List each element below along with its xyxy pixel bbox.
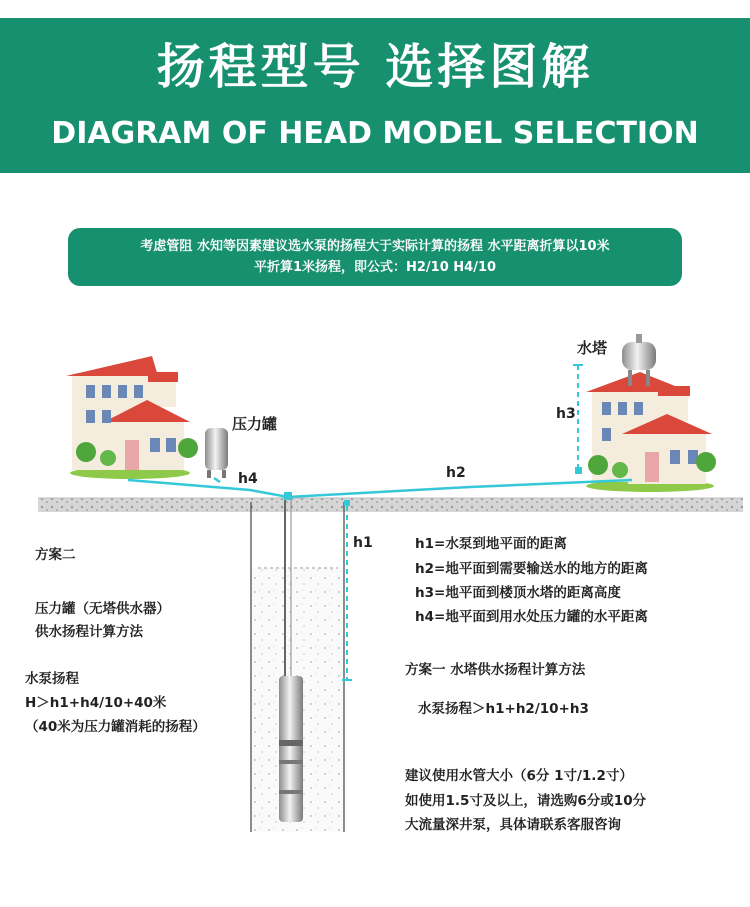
- plan-one-title: 方案一 水塔供水扬程计算方法: [405, 662, 586, 678]
- page-title: 扬程型号 选择图解: [156, 39, 594, 95]
- pipe-advice-2: 如使用1.5寸及以上，请选购6分或10分: [405, 793, 647, 809]
- pipe-advice-1: 建议使用水管大小（6分 1寸/1.2寸）: [405, 768, 633, 784]
- pressure-tank-label: 压力罐: [232, 415, 278, 433]
- right-house: [586, 372, 716, 492]
- plan-two-pump-head-title: 水泵扬程: [25, 671, 79, 687]
- water-tower-label: 水塔: [577, 339, 608, 357]
- ground-surface: [38, 498, 743, 512]
- plan-one-formula: 水泵扬程＞h1+h2/10+h3: [418, 701, 589, 717]
- page-subtitle: DIAGRAM OF HEAD MODEL SELECTION: [51, 116, 699, 151]
- definition-h3: h3=地平面到楼顶水塔的距离高度: [415, 585, 621, 601]
- plan-two-title: 方案二: [35, 547, 76, 563]
- pressure-tank: [205, 428, 228, 478]
- plan-two-method-1: 压力罐（无塔供水器）: [35, 601, 170, 617]
- definition-h1: h1=水泵到地平面的距离: [415, 536, 567, 552]
- h4-label: h4: [238, 471, 258, 487]
- definition-h4: h4=地平面到用水处压力罐的水平距离: [415, 609, 648, 625]
- pipe-advice-3: 大流量深井泵，具体请联系客服咨询: [405, 817, 621, 833]
- plan-two-note: （40米为压力罐消耗的扬程）: [25, 719, 206, 735]
- note-line-2: 平折算1米扬程，即公式：H2/10 H4/10: [253, 260, 497, 275]
- plan-two-method-2: 供水扬程计算方法: [35, 624, 143, 640]
- h2-label: h2: [446, 465, 466, 481]
- h3-label: h3: [556, 406, 576, 422]
- plan-two-formula: H＞h1+h4/10+40米: [25, 695, 167, 711]
- definition-h2: h2=地平面到需要输送水的地方的距离: [415, 561, 648, 577]
- note-line-1: 考虑管阻 水知等因素建议选水泵的扬程大于实际计算的扬程 水平距离折算以10米: [140, 239, 610, 254]
- h1-label: h1: [353, 535, 373, 551]
- left-house: [66, 356, 198, 479]
